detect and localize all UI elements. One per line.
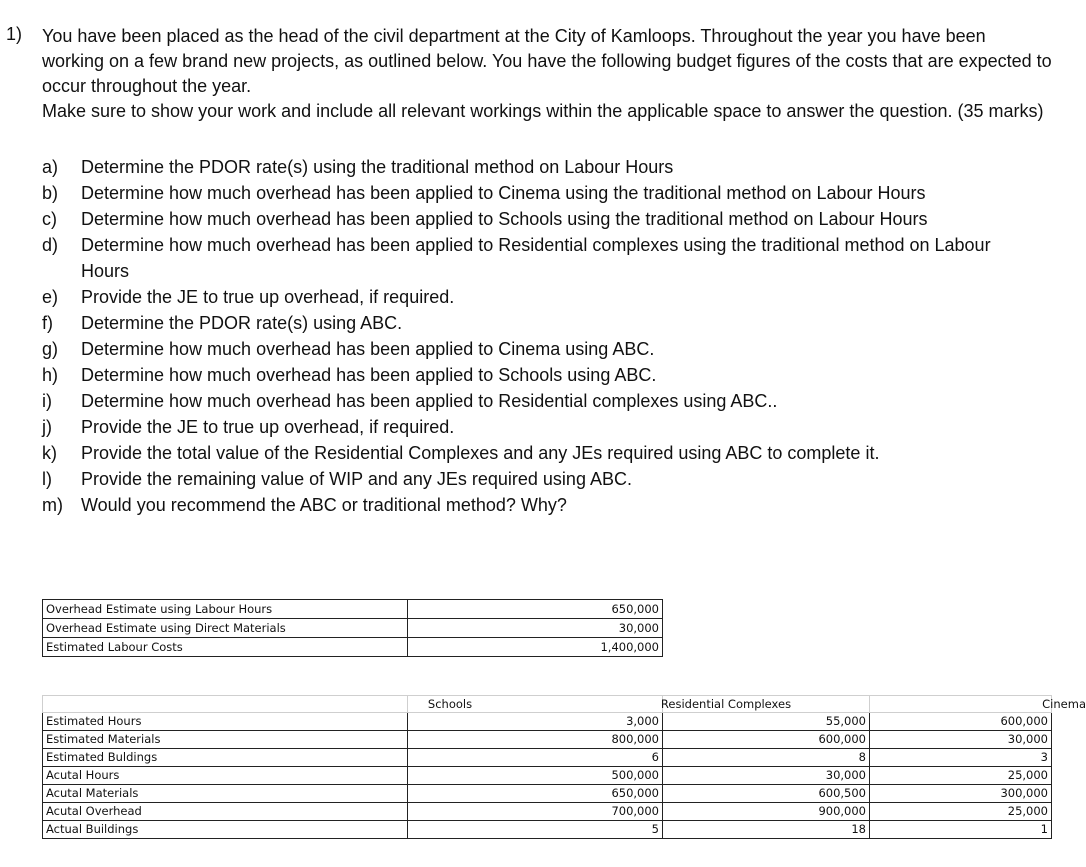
row-label: Estimated Buldings — [43, 749, 408, 767]
row-label: Estimated Materials — [43, 731, 408, 749]
sub-question-l: l) Provide the remaining value of WIP and any JEs required using ABC. — [42, 469, 632, 489]
schools-value: 5 — [408, 821, 663, 839]
sub-question-c: c) Determine how much overhead has been applied to Schools using the traditional method on Labour Hours — [42, 209, 928, 229]
project-figures-table — [42, 695, 1086, 839]
cinema-value: 1 — [870, 821, 1052, 839]
row-label: Acutal Materials — [43, 785, 408, 803]
intro-paragraph: You have been placed as the head of the civil department at the City of Kamloops. Throughout the year you have been working on a few brand new projects, as outlined below. You have the following budget figures of the costs that are expected to occur throughout the year. — [42, 26, 1052, 96]
sub-question-a: a) Determine the PDOR rate(s) using the traditional method on Labour Hours — [42, 157, 674, 177]
header-schools: Schools — [427, 697, 473, 711]
cinema-value: 30,000 — [870, 731, 1052, 749]
sub-question-i: i) Determine how much overhead has been applied to Residential complexes using ABC.. — [42, 391, 778, 411]
cinema-value: 600,000 — [870, 713, 1052, 731]
row-value: 650,000 — [408, 600, 663, 619]
row-label: Estimated Labour Costs — [43, 638, 408, 657]
header-residential-complexes: Residential Complexes — [660, 697, 792, 711]
schools-value: 500,000 — [408, 767, 663, 785]
row-label: Overhead Estimate using Labour Hours — [43, 600, 408, 619]
table-header-row — [43, 696, 1052, 713]
table-row — [43, 731, 1052, 749]
cinema-value: 25,000 — [870, 767, 1052, 785]
cinema-value: 300,000 — [870, 785, 1052, 803]
row-value: 1,400,000 — [408, 638, 663, 657]
row-label: Estimated Hours — [43, 713, 408, 731]
table-row — [43, 713, 1052, 731]
sub-question-m: m) Would you recommend the ABC or traditional method? Why? — [42, 495, 567, 515]
row-label: Actual Buildings — [43, 821, 408, 839]
table-row — [43, 803, 1052, 821]
row-label: Acutal Overhead — [43, 803, 408, 821]
schools-value: 6 — [408, 749, 663, 767]
table-row — [43, 638, 663, 657]
intro-paragraph: Make sure to show your work and include all relevant workings within the applicable space to answer the question. (35 marks) — [42, 101, 1044, 121]
table-row — [43, 749, 1052, 767]
residential-value: 600,000 — [663, 731, 870, 749]
residential-value: 30,000 — [663, 767, 870, 785]
residential-value: 900,000 — [663, 803, 870, 821]
residential-value: 8 — [663, 749, 870, 767]
schools-value: 800,000 — [408, 731, 663, 749]
residential-value: 55,000 — [663, 713, 870, 731]
cinema-value: 25,000 — [870, 803, 1052, 821]
sub-question-j: j) Provide the JE to true up overhead, if required. — [42, 417, 455, 437]
schools-value: 650,000 — [408, 785, 663, 803]
schools-value: 700,000 — [408, 803, 663, 821]
residential-value: 600,500 — [663, 785, 870, 803]
sub-question-b: b) Determine how much overhead has been applied to Cinema using the traditional method on Labour Hours — [42, 183, 926, 203]
residential-value: 18 — [663, 821, 870, 839]
sub-question-k: k) Provide the total value of the Residential Complexes and any JEs required using ABC to complete it. — [42, 443, 880, 463]
question-number: 1) — [6, 24, 23, 44]
sub-question-e: e) Provide the JE to true up overhead, if required. — [42, 287, 455, 307]
sub-question-list — [42, 154, 1042, 518]
row-label: Acutal Hours — [43, 767, 408, 785]
row-label: Overhead Estimate using Direct Materials — [43, 619, 408, 638]
sub-question-d: d) Determine how much overhead has been applied to Residential complexes using the traditional method on Labour Hours — [42, 235, 991, 281]
table-row — [43, 619, 663, 638]
row-value: 30,000 — [408, 619, 663, 638]
sub-question-f: f) Determine the PDOR rate(s) using ABC. — [42, 313, 403, 333]
header-cinema: Cinema — [1042, 697, 1086, 711]
table-row — [43, 785, 1052, 803]
table-row — [43, 600, 663, 619]
question-intro — [42, 24, 1052, 124]
sub-question-h: h) Determine how much overhead has been applied to Schools using ABC. — [42, 365, 657, 385]
table-row — [43, 821, 1052, 839]
sub-question-g: g) Determine how much overhead has been applied to Cinema using ABC. — [42, 339, 655, 359]
overhead-estimates-table — [42, 599, 663, 657]
schools-value: 3,000 — [408, 713, 663, 731]
cinema-value: 3 — [870, 749, 1052, 767]
table-row — [43, 767, 1052, 785]
